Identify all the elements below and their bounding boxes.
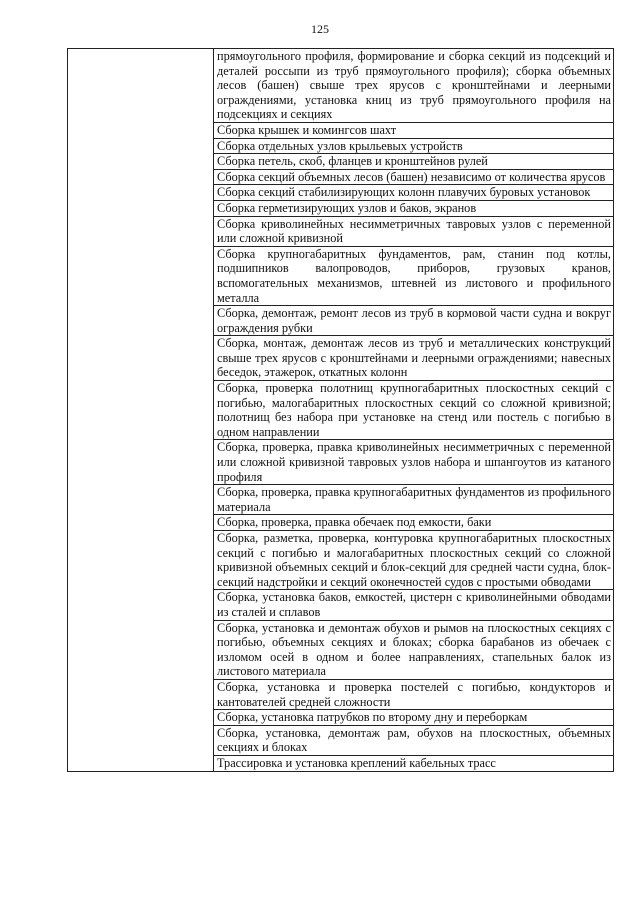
work-description-cell: Сборка, установка и демонтаж обухов и рымов на плоскостных секциях с погибью, объемных секциях и блоках; сборка барабанов из обечаек с изломом осей в одном и более направлениях, стапельных балок из листового материала bbox=[214, 620, 614, 679]
work-description-cell: Сборка, проверка, правка обечаек под емкости, баки bbox=[214, 515, 614, 531]
work-description-cell: Сборка криволинейных несимметричных тавровых узлов с переменной или сложной кривизной bbox=[214, 216, 614, 246]
table-body bbox=[68, 49, 614, 772]
work-description-cell: Трассировка и установка креплений кабельных трасс bbox=[214, 755, 614, 771]
work-description-cell: Сборка секций стабилизирующих колонн плавучих буровых установок bbox=[214, 185, 614, 201]
works-table bbox=[67, 48, 614, 772]
work-description-cell: Сборка, разметка, проверка, контуровка крупногабаритных плоскостных секций с погибью и малогабаритных плоскостных секций со сложной кривизной объемных секций и блок-секций для средней части судна, блок-секций надстройки и секций оконечностей судов с простыми обводами bbox=[214, 531, 614, 590]
empty-left-cell bbox=[68, 49, 214, 772]
work-description-cell: Сборка, установка и проверка постелей с погибью, кондукторов и кантователей средней сложности bbox=[214, 679, 614, 709]
work-description-cell: Сборка, проверка, правка криволинейных несимметричных с переменной или сложной кривизной тавровых узлов набора и шпангоутов из катаного профиля bbox=[214, 440, 614, 485]
work-description-cell: прямоугольного профиля, формирование и сборка секций из подсекций и деталей россыпи из труб прямоугольного профиля); сборка объемных лесов (башен) свыше трех ярусов с кронштейнами и леерными ограждениями, установка книц из труб прямоугольного профиля на подсекциях и секциях bbox=[214, 49, 614, 123]
work-description-cell: Сборка, монтаж, демонтаж лесов из труб и металлических конструкций свыше трех ярусов с кронштейнами и леерными ограждениями; навесных беседок, этажерок, откатных колонн bbox=[214, 336, 614, 381]
work-description-cell: Сборка, демонтаж, ремонт лесов из труб в кормовой части судна и вокруг ограждения рубки bbox=[214, 306, 614, 336]
work-description-cell: Сборка, установка, демонтаж рам, обухов на плоскостных, объемных секциях и блоках bbox=[214, 725, 614, 755]
work-description-cell: Сборка, проверка, правка крупногабаритных фундаментов из профильного материала bbox=[214, 485, 614, 515]
work-description-cell: Сборка, проверка полотнищ крупногабаритных плоскостных секций с погибью, малогабаритных плоскостных секций со сложной кривизной; полотнищ без набора при установке на стенд или постель с погибью в одном направлении bbox=[214, 381, 614, 440]
work-description-cell: Сборка герметизирующих узлов и баков, экранов bbox=[214, 200, 614, 216]
work-description-cell: Сборка крупногабаритных фундаментов, рам, станин под котлы, подшипников валопроводов, приборов, грузовых кранов, вспомогательных механизмов, штевней из листового и профильного металла bbox=[214, 246, 614, 305]
work-description-cell: Сборка, установка баков, емкостей, цистерн с криволинейными обводами из сталей и сплавов bbox=[214, 590, 614, 620]
work-description-cell: Сборка петель, скоб, фланцев и кронштейнов рулей bbox=[214, 154, 614, 170]
work-description-cell: Сборка крышек и комингсов шахт bbox=[214, 122, 614, 138]
work-description-cell: Сборка отдельных узлов крыльевых устройств bbox=[214, 138, 614, 154]
work-description-cell: Сборка секций объемных лесов (башен) независимо от количества ярусов bbox=[214, 169, 614, 185]
page-number: 125 bbox=[311, 22, 329, 36]
table-row bbox=[68, 49, 614, 123]
work-description-cell: Сборка, установка патрубков по второму дну и переборкам bbox=[214, 710, 614, 726]
